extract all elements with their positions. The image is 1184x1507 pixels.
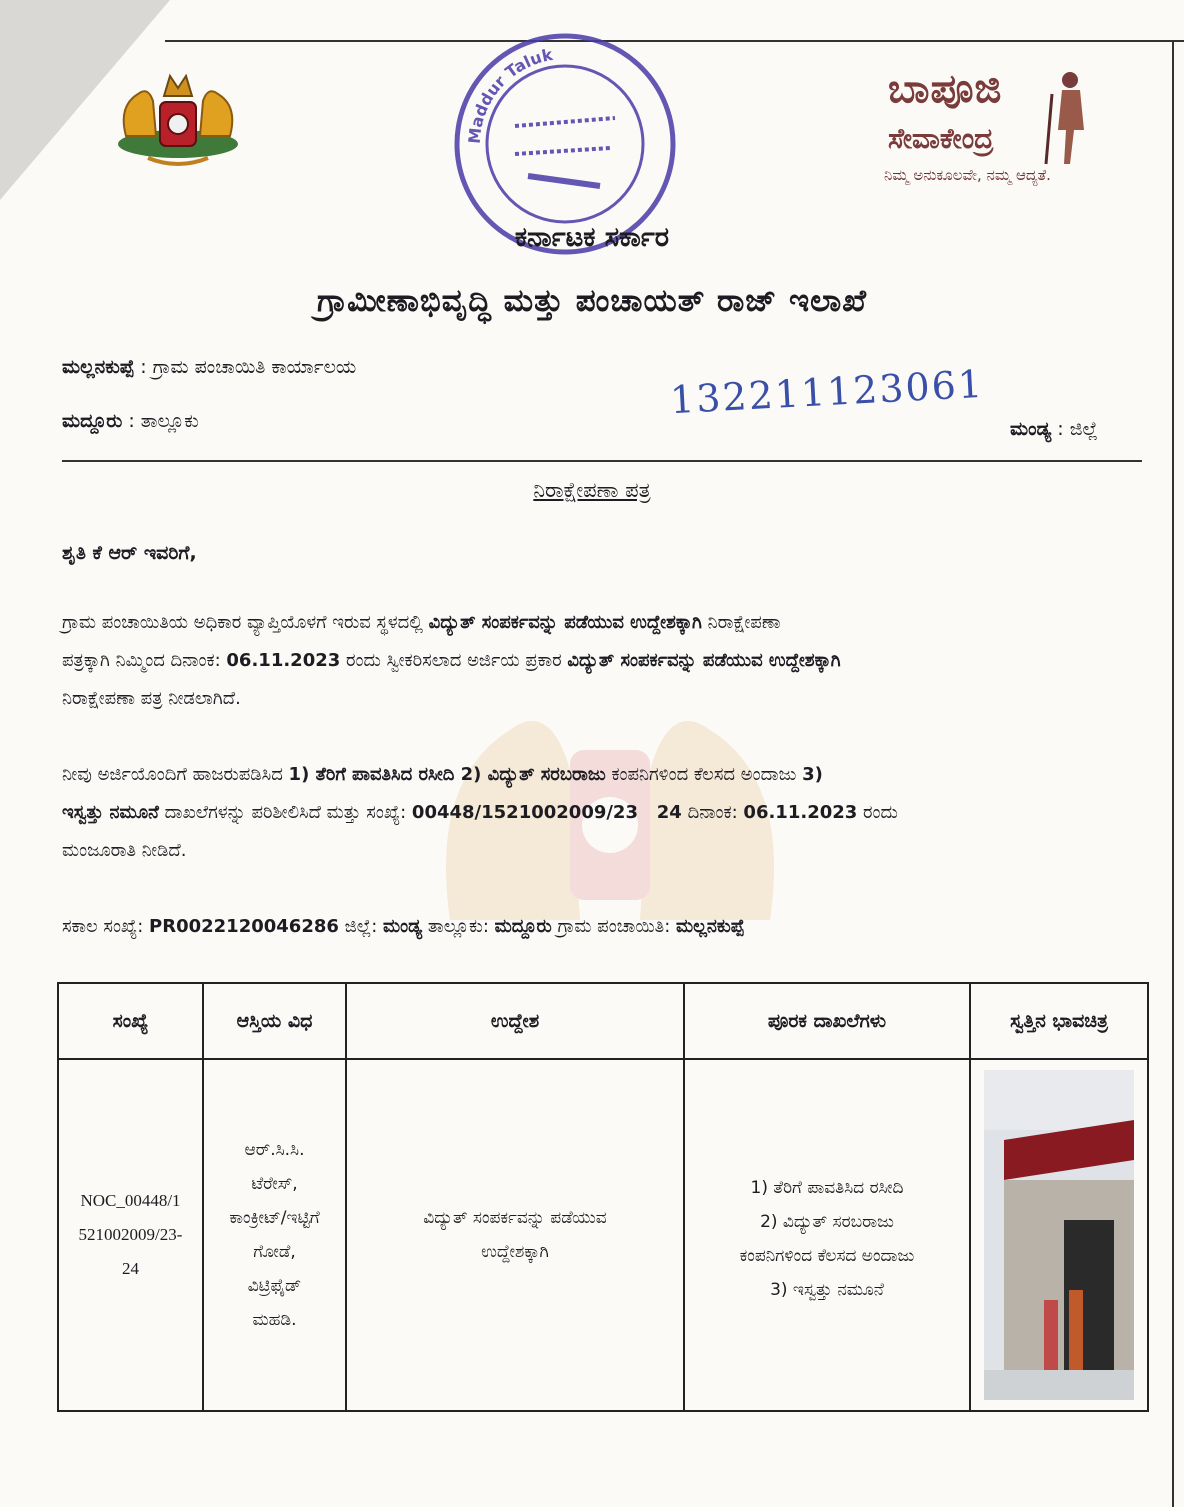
sakala-line bbox=[62, 908, 1152, 946]
para2-text: ರಂದು bbox=[857, 802, 898, 823]
application-date: 06.11.2023 bbox=[226, 650, 341, 671]
sakala-gp: ಮಲ್ಲನಕುಪ್ಪೆ bbox=[676, 916, 745, 937]
document-item: 2) ವಿದ್ಯುತ್ ಸರಬರಾಜು bbox=[760, 1211, 894, 1232]
cell-purpose bbox=[346, 1059, 684, 1411]
taluk-name: ಮದ್ದೂರು bbox=[62, 410, 123, 432]
cell-photo bbox=[970, 1059, 1148, 1411]
header-purpose: ಉದ್ದೇಶ bbox=[346, 983, 684, 1059]
salutation: ಶೃತಿ ಕೆ ಆರ್ ಇವರಿಗೆ, bbox=[62, 542, 197, 564]
table-row bbox=[58, 1059, 1148, 1411]
bapuji-sevakendra-logo bbox=[880, 66, 1100, 186]
sakala-district: ಮಂಡ್ಯ bbox=[383, 916, 423, 937]
sakala-label: ಸಕಾಲ ಸಂಖ್ಯೆ: bbox=[62, 916, 150, 937]
para2-text: ನೀವು ಅರ್ಜಿಯೊಂದಿಗೆ ಹಾಜರುಪಡಿಸಿದ bbox=[62, 764, 289, 785]
frame-right-border bbox=[1172, 40, 1174, 1507]
village-name: ಮಲ್ಲನಕುಪ್ಪೆ bbox=[62, 356, 135, 378]
para1-text: ಗ್ರಾಮ ಪಂಚಾಯಿತಿಯ ಅಧಿಕಾರ ವ್ಯಾಪ್ತಿಯೊಳಗೆ ಇರುವ ಸ್ಥಳದಲ್ಲಿ bbox=[62, 612, 429, 633]
handwritten-number: 132211123061 bbox=[669, 361, 986, 423]
property-type-line: ಆರ್.ಸಿ.ಸಿ. bbox=[244, 1140, 305, 1160]
para2-bold: ಇಸ್ವತ್ತು ನಮೂನೆ bbox=[62, 802, 159, 823]
para2-bold: 3) bbox=[802, 764, 823, 785]
district-line bbox=[1010, 418, 1098, 440]
property-type-line: ಕಾಂಕ್ರೀಟ್/ಇಟ್ಟಿಗೆ bbox=[229, 1208, 320, 1228]
header-documents: ಪೂರಕ ದಾಖಲೆಗಳು bbox=[684, 983, 970, 1059]
noc-number-part: 24 bbox=[122, 1259, 139, 1278]
purpose-line: ವಿದ್ಯುತ್ ಸಂಪರ್ಕವನ್ನು ಪಡೆಯುವ bbox=[423, 1208, 607, 1228]
para1-text: ರಂದು ಸ್ವೀಕರಿಸಲಾದ ಅರ್ಜಿಯ ಪ್ರಕಾರ bbox=[340, 650, 568, 671]
logo-title: ಬಾಪೂಜಿ bbox=[888, 66, 1003, 112]
para1-bold: ವಿದ್ಯುತ್ ಸಂಪರ್ಕವನ್ನು ಪಡೆಯುವ ಉದ್ದೇಶಕ್ಕಾಗಿ bbox=[567, 650, 841, 671]
para2-bold: 1) ತೆರಿಗೆ ಪಾವತಿಸಿದ ರಸೀದಿ 2) ವಿದ್ಯುತ್ ಸರಬರಾಜು bbox=[288, 764, 606, 785]
property-photo bbox=[984, 1070, 1134, 1400]
noc-number-part: 521002009/23- bbox=[78, 1225, 183, 1244]
header-property-type: ಆಸ್ತಿಯ ವಿಧ bbox=[203, 983, 346, 1059]
village-line bbox=[62, 356, 356, 378]
logo-tagline: ನಿಮ್ಮ ಅನುಕೂಲವೇ, ನಮ್ಮ ಆದ್ಯತೆ. bbox=[884, 166, 1051, 184]
noc-number-part: NOC_00448/1 bbox=[80, 1191, 181, 1210]
para1-text: ನಿರಾಕ್ಷೇಪಣಾ ಪತ್ರ ನೀಡಲಾಗಿದೆ. bbox=[62, 688, 241, 709]
paragraph-2 bbox=[62, 756, 1152, 870]
header-divider bbox=[62, 460, 1142, 462]
cell-noc-number bbox=[58, 1059, 203, 1411]
government-title: ಕರ್ನಾಟಕ ಸರ್ಕಾರ bbox=[514, 222, 670, 253]
noc-details-table bbox=[57, 982, 1149, 1412]
sakala-taluk-label: ತಾಲ್ಲೂಕು: bbox=[422, 916, 495, 937]
department-title: ಗ್ರಾಮೀಣಾಭಿವೃದ್ಧಿ ಮತ್ತು ಪಂಚಾಯತ್ ರಾಜ್ ಇಲಾಖೆ bbox=[317, 283, 867, 319]
cell-documents bbox=[684, 1059, 970, 1411]
taluk-suffix: : ತಾಲ್ಲೂಕು bbox=[122, 410, 199, 432]
header-number: ಸಂಖ್ಯೆ bbox=[58, 983, 203, 1059]
header-photo: ಸ್ವತ್ತಿನ ಭಾವಚಿತ್ರ bbox=[970, 983, 1148, 1059]
cell-property-type bbox=[203, 1059, 346, 1411]
property-type-line: ಮಹಡಿ. bbox=[252, 1310, 297, 1330]
para2-text: ಕಂಪನಿಗಳಿಂದ ಕೆಲಸದ ಅಂದಾಜು bbox=[605, 764, 803, 785]
sanction-number: 00448/1521002009/23 24 bbox=[411, 802, 682, 823]
sakala-district-label: ಜಿಲ್ಲೆ: bbox=[338, 916, 384, 937]
paragraph-1 bbox=[62, 604, 1152, 718]
document-item: 3) ಇಸ್ವತ್ತು ನಮೂನೆ bbox=[770, 1279, 884, 1300]
svg-text:Maddur Taluk bbox=[465, 45, 555, 145]
village-suffix: : ಗ್ರಾಮ ಪಂಚಾಯಿತಿ ಕಾರ್ಯಾಲಯ bbox=[134, 356, 357, 378]
purpose-line: ಉದ್ದೇಶಕ್ಕಾಗಿ bbox=[481, 1242, 549, 1262]
sakala-gp-label: ಗ್ರಾಮ ಪಂಚಾಯಿತಿ: bbox=[551, 916, 676, 937]
property-type-line: ವಿಟ್ರಿಫೈಡ್ bbox=[247, 1276, 302, 1296]
sanction-date: 06.11.2023 bbox=[743, 802, 858, 823]
property-type-line: ಟೆರೇಸ್, bbox=[251, 1174, 298, 1194]
sakala-number: PR0022120046286 bbox=[149, 916, 339, 937]
document-item: 1) ತೆರಿಗೆ ಪಾವತಿಸಿದ ರಸೀದಿ bbox=[750, 1177, 904, 1198]
property-type-line: ಗೋಡೆ, bbox=[253, 1242, 296, 1262]
para1-text: ಪತ್ರಕ್ಕಾಗಿ ನಿಮ್ಮಿಂದ ದಿನಾಂಕ: bbox=[62, 650, 227, 671]
district-name: ಮಂಡ್ಯ bbox=[1010, 418, 1052, 440]
taluk-line bbox=[62, 410, 199, 432]
district-suffix: : ಜಿಲ್ಲೆ bbox=[1051, 418, 1098, 440]
table-header-row bbox=[58, 983, 1148, 1059]
document-item: ಕಂಪನಿಗಳಿಂದ ಕೆಲಸದ ಅಂದಾಜು bbox=[739, 1245, 915, 1266]
para2-text: ದಿನಾಂಕ: bbox=[681, 802, 744, 823]
subject-heading: ನಿರಾಕ್ಷೇಪಣಾ ಪತ್ರ bbox=[533, 478, 651, 502]
stamp-text: Maddur Taluk bbox=[464, 44, 555, 145]
sakala-taluk: ಮದ್ದೂರು bbox=[494, 916, 552, 937]
gandhi-walking-icon bbox=[1040, 70, 1096, 166]
logo-subtitle: ಸೇವಾಕೇಂದ್ರ bbox=[888, 122, 994, 155]
para1-text: ನಿರಾಕ್ಷೇಪಣಾ bbox=[701, 612, 781, 633]
karnataka-emblem-icon bbox=[108, 66, 248, 176]
para1-bold: ವಿದ್ಯುತ್ ಸಂಪರ್ಕವನ್ನು ಪಡೆಯುವ ಉದ್ದೇಶಕ್ಕಾಗಿ bbox=[428, 612, 702, 633]
para2-text: ದಾಖಲೆಗಳನ್ನು ಪರಿಶೀಲಿಸಿದೆ ಮತ್ತು ಸಂಖ್ಯೆ: bbox=[158, 802, 412, 823]
para2-text: ಮಂಜೂರಾತಿ ನೀಡಿದೆ. bbox=[62, 840, 187, 861]
